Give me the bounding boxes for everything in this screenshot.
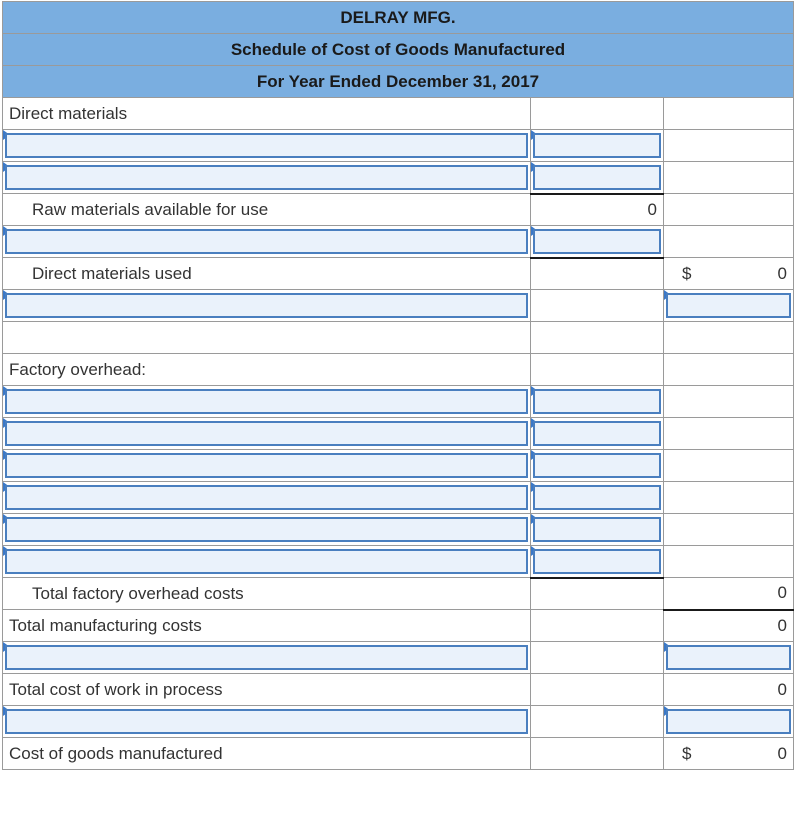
total-manufacturing-label: Total manufacturing costs (3, 610, 531, 642)
oh-line-6-amount-input[interactable] (531, 546, 664, 578)
schedule-title: Schedule of Cost of Goods Manufactured (3, 34, 794, 66)
schedule-period: For Year Ended December 31, 2017 (3, 66, 794, 98)
cogm-label: Cost of goods manufactured (3, 738, 531, 770)
company-name: DELRAY MFG. (3, 2, 794, 34)
beginning-wip-amount-input[interactable] (664, 642, 794, 674)
oh-line-1-amount-input[interactable] (531, 386, 664, 418)
dm-used-value: 0 (777, 263, 787, 283)
dm-line-1-label-input[interactable] (3, 130, 531, 162)
oh-line-2-amount-input[interactable] (531, 418, 664, 450)
total-overhead-label: Total factory overhead costs (3, 578, 531, 610)
oh-line-3-label-input[interactable] (3, 450, 531, 482)
total-wip-value: 0 (664, 674, 794, 706)
dm-used-label: Direct materials used (3, 258, 531, 290)
oh-line-1-label-input[interactable] (3, 386, 531, 418)
total-wip-label: Total cost of work in process (3, 674, 531, 706)
oh-line-4-amount-input[interactable] (531, 482, 664, 514)
dm-line-1-amount-input[interactable] (531, 130, 664, 162)
dm-used-value-cell (664, 258, 794, 290)
oh-line-6-label-input[interactable] (3, 546, 531, 578)
oh-line-2-label-input[interactable] (3, 418, 531, 450)
total-overhead-value: 0 (664, 578, 794, 610)
cogm-value-cell (664, 738, 794, 770)
direct-labor-label-input[interactable] (3, 290, 531, 322)
direct-labor-amount-input[interactable] (664, 290, 794, 322)
dm-line-2-amount-input[interactable] (531, 162, 664, 194)
oh-line-3-amount-input[interactable] (531, 450, 664, 482)
dm-used-currency: $ (682, 263, 692, 283)
beginning-wip-label-input[interactable] (3, 642, 531, 674)
cogm-schedule (2, 1, 793, 770)
factory-overhead-label: Factory overhead: (3, 354, 531, 386)
oh-line-5-label-input[interactable] (3, 514, 531, 546)
total-manufacturing-value: 0 (664, 610, 794, 642)
raw-available-value: 0 (531, 194, 664, 226)
schedule-table (2, 1, 794, 770)
oh-line-4-label-input[interactable] (3, 482, 531, 514)
ending-wip-amount-input[interactable] (664, 706, 794, 738)
dm-line-3-label-input[interactable] (3, 226, 531, 258)
cogm-currency: $ (682, 743, 692, 763)
oh-line-5-amount-input[interactable] (531, 514, 664, 546)
direct-materials-label: Direct materials (3, 98, 531, 130)
raw-available-label: Raw materials available for use (3, 194, 531, 226)
cogm-value: 0 (777, 743, 787, 763)
dm-line-3-amount-input[interactable] (531, 226, 664, 258)
dm-line-2-label-input[interactable] (3, 162, 531, 194)
ending-wip-label-input[interactable] (3, 706, 531, 738)
